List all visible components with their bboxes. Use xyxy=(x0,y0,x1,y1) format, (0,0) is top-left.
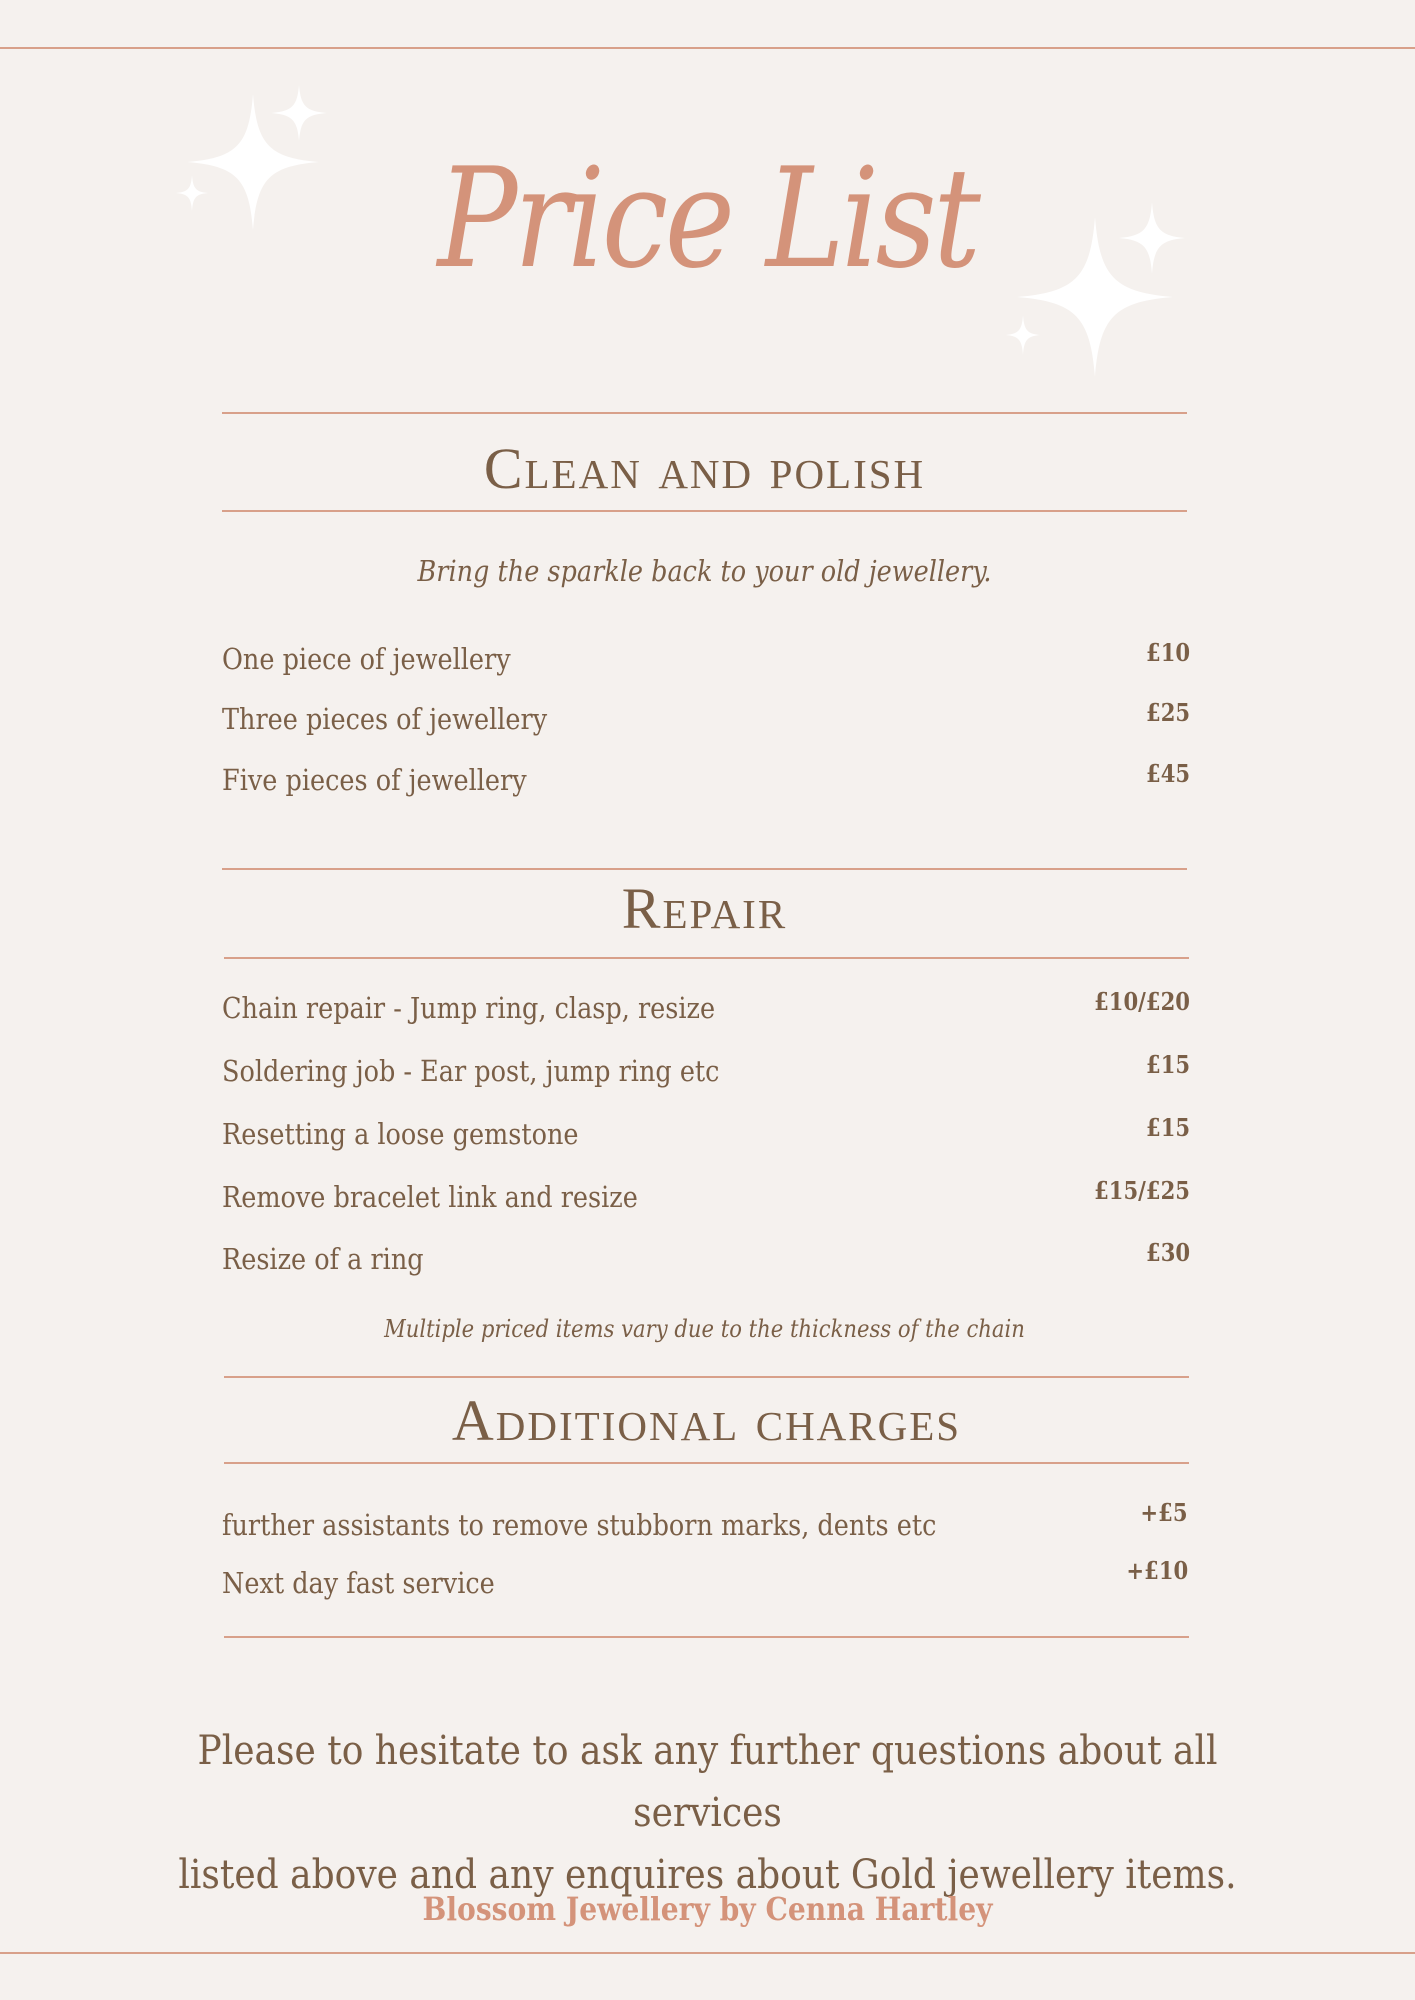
item-price: £45 xyxy=(1145,759,1190,788)
page-title: Price List xyxy=(437,138,978,299)
item-price: £10/£20 xyxy=(1094,987,1190,1016)
price-row xyxy=(222,1500,1190,1540)
item-price: £25 xyxy=(1145,698,1190,727)
brand-signature: Blossom Jewellery by Cenna Hartley xyxy=(422,1890,993,1928)
section-divider xyxy=(224,1636,1189,1638)
section-title-repair: Repair xyxy=(621,876,788,941)
item-label: Remove bracelet link and resize xyxy=(222,1180,638,1214)
price-row xyxy=(222,1240,1190,1280)
section-title-additional-charges: Additional charges xyxy=(451,1388,962,1453)
item-price: £15/£25 xyxy=(1094,1176,1190,1205)
item-price: £30 xyxy=(1145,1238,1190,1267)
section-divider xyxy=(222,412,1187,414)
closing-message xyxy=(125,1720,1291,1906)
section-divider xyxy=(224,1376,1189,1378)
price-row xyxy=(222,700,1190,740)
section-divider xyxy=(222,868,1187,870)
section-title-clean-and-polish: Clean and polish xyxy=(483,436,926,501)
item-label: further assistants to remove stubborn marks, dents etc xyxy=(222,1508,937,1542)
price-row xyxy=(222,1178,1190,1218)
section-divider xyxy=(222,510,1187,512)
section-divider xyxy=(224,1462,1189,1464)
bottom-border-line xyxy=(0,1952,1415,1954)
section-divider xyxy=(224,957,1189,959)
item-label: Chain repair - Jump ring, clasp, resize xyxy=(222,991,716,1025)
price-row xyxy=(222,640,1190,680)
price-row xyxy=(222,1115,1190,1155)
item-label: Five pieces of jewellery xyxy=(222,763,527,797)
item-price: £10 xyxy=(1145,638,1190,667)
item-price: £15 xyxy=(1145,1113,1190,1142)
item-label: One piece of jewellery xyxy=(222,642,511,676)
item-price: +£5 xyxy=(1140,1498,1188,1527)
item-label: Resize of a ring xyxy=(222,1242,424,1276)
item-price: +£10 xyxy=(1126,1556,1188,1585)
section-tagline: Bring the sparkle back to your old jewellery. xyxy=(417,554,992,588)
item-price: £15 xyxy=(1145,1050,1190,1079)
closing-message-line-1: Please to hesitate to ask any further questions about all services xyxy=(197,1728,1218,1836)
price-row xyxy=(222,989,1190,1029)
price-row xyxy=(222,1558,1190,1598)
item-label: Resetting a loose gemstone xyxy=(222,1117,579,1151)
item-label: Three pieces of jewellery xyxy=(222,702,548,736)
section-note: Multiple priced items vary due to the thickness of the chain xyxy=(384,1315,1025,1343)
closing-message-line-2: listed above and any enquires about Gold jewellery items. xyxy=(178,1852,1237,1898)
item-label: Next day fast service xyxy=(222,1566,495,1600)
price-row xyxy=(222,1052,1190,1092)
item-label: Soldering job - Ear post, jump ring etc xyxy=(222,1054,720,1088)
price-row xyxy=(222,761,1190,801)
